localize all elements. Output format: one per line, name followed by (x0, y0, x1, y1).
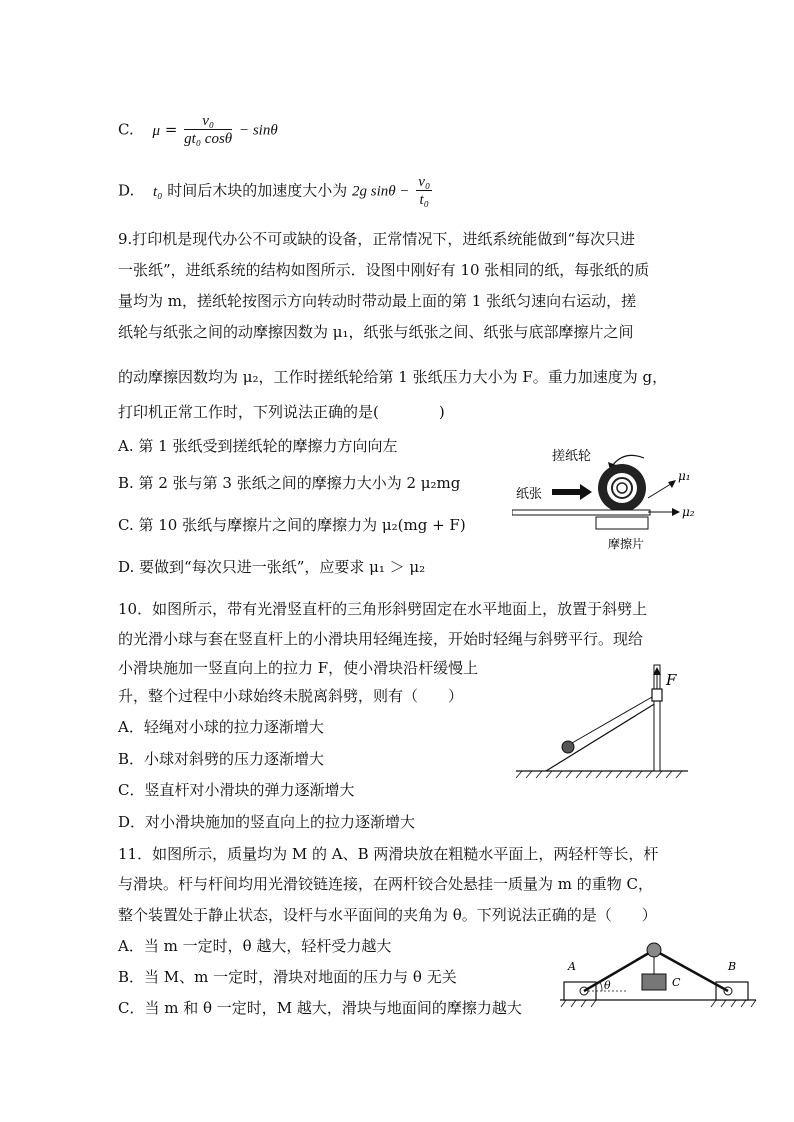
q9-line-4: 纸轮与纸张之间的动摩擦因数为 μ₁，纸张与纸张之间、纸张与底部摩擦片之间 (118, 323, 634, 341)
mu2-label: μ₂ (682, 505, 695, 519)
pad-label: 摩擦片 (608, 537, 645, 550)
light-rope (572, 697, 652, 743)
label-b: B (728, 960, 737, 973)
label-a: A (568, 960, 576, 973)
sliders-figure (556, 938, 761, 1013)
weight-c (642, 974, 666, 990)
fraction (416, 174, 432, 209)
option-label: D. (118, 181, 135, 200)
paper-feed-figure (512, 440, 702, 550)
t0-symbol: t₀ (153, 183, 163, 200)
fraction-denominator: gt₀ cosθ (184, 131, 233, 147)
accel-expression: 2g sinθ − (352, 183, 410, 200)
equals-sign: = (164, 120, 178, 139)
mu1-label: μ₁ (678, 469, 691, 483)
q11-option-c: C．当 m 和 θ 一定时，M 越大，滑块与地面间的摩擦力越大 (118, 999, 522, 1017)
q9-option-c: C. 第 10 张纸与摩擦片之间的摩擦力为 μ₂(mg + F) (118, 516, 466, 534)
rotation-arrow (612, 455, 644, 466)
q10-option-d: D．对小滑块施加的竖直向上的拉力逐渐增大 (118, 813, 416, 831)
q9-option-a: A. 第 1 张纸受到搓纸轮的摩擦力方向向左 (118, 437, 398, 455)
hinge (647, 943, 661, 957)
q10-option-b: B．小球对斜劈的压力逐渐增大 (118, 750, 325, 768)
q9-line-3: 量均为 m，搓纸轮按图示方向转动时带动最上面的第 1 张纸匀速向右运动，搓 (118, 292, 637, 310)
q9-line-2: 一张纸”，进纸系统的结构如图所示．设图中刚好有 10 张相同的纸，每张纸的质 (118, 261, 650, 279)
mu-symbol: μ (152, 122, 161, 139)
option-c-formula (118, 113, 278, 148)
q11-line-3: 整个装置处于静止状态，设杆与水平面间的夹角为 θ。下列说法正确的是（ ） (118, 906, 657, 924)
fraction-denominator: t₀ (419, 192, 429, 208)
q9-line-5: 的动摩擦因数均为 μ₂，工作时搓纸轮给第 1 张纸压力大小为 F。重力加速度为 g， (118, 368, 668, 386)
paper-label: 纸张 (516, 487, 543, 502)
q10-line-1: 10．如图所示，带有光滑竖直杆的三角形斜劈固定在水平地面上，放置于斜劈上 (118, 600, 648, 618)
q11-line-1: 11．如图所示，质量均为 M 的 A、B 两滑块放在粗糙水平面上，两轻杆等长，杆 (118, 845, 659, 863)
label-c: C (672, 976, 681, 989)
option-d-formula (118, 174, 434, 209)
q11-option-a: A．当 m 一定时，θ 越大，轻杆受力越大 (118, 937, 392, 955)
q9-line-6: 打印机正常工作时，下列说法正确的是( ) (118, 403, 445, 421)
wedge-slope (546, 703, 656, 771)
q11-line-2: 与滑块。杆与杆间均用光滑铰链连接，在两杆铰合处悬挂一质量为 m 的重物 C， (118, 875, 654, 893)
fraction (184, 113, 232, 148)
formula-tail: − sinθ (238, 122, 278, 139)
feed-direction-arrow (580, 484, 592, 500)
option-label: C. (118, 120, 134, 139)
slider-block (652, 689, 662, 701)
ground-hatch (516, 771, 682, 778)
q9-option-d: D. 要做到“每次只进一张纸”，应要求 μ₁ ＞ μ₂ (118, 558, 426, 576)
theta-label: θ (604, 979, 611, 992)
friction-pad (596, 517, 648, 529)
fraction-numerator: v₀ (184, 113, 232, 130)
q9-line-1: 9.打印机是现代办公不可或缺的设备，正常情况下，进纸系统能做到“每次只进 (118, 230, 635, 248)
roller-label: 搓纸轮 (552, 449, 592, 464)
q10-line-3: 小滑块施加一竖直向上的拉力 F，使小滑块沿杆缓慢上 (118, 659, 479, 677)
ground-hatch (561, 1000, 756, 1007)
force-label: F (666, 671, 677, 689)
q10-line-4: 升，整个过程中小球始终未脱离斜劈，则有（ ） (118, 687, 464, 705)
q10-option-c: C．竖直杆对小滑块的弹力逐渐增大 (118, 781, 355, 799)
smooth-ball (562, 741, 574, 753)
q9-option-b: B. 第 2 张与第 3 张纸之间的摩擦力大小为 2 μ₂mg (118, 474, 461, 492)
fraction-numerator: v₀ (418, 174, 431, 190)
wedge-figure (516, 655, 696, 780)
q10-line-2: 的光滑小球与套在竖直杆上的小滑块用轻绳连接，开始时轻绳与斜劈平行。现给 (118, 630, 644, 648)
option-text: 时间后木块的加速度大小为 (167, 181, 348, 200)
paper-stack (512, 510, 650, 515)
q11-option-b: B．当 M、m 一定时，滑块对地面的压力与 θ 无关 (118, 968, 457, 986)
q10-option-a: A．轻绳对小球的拉力逐渐增大 (118, 718, 324, 736)
